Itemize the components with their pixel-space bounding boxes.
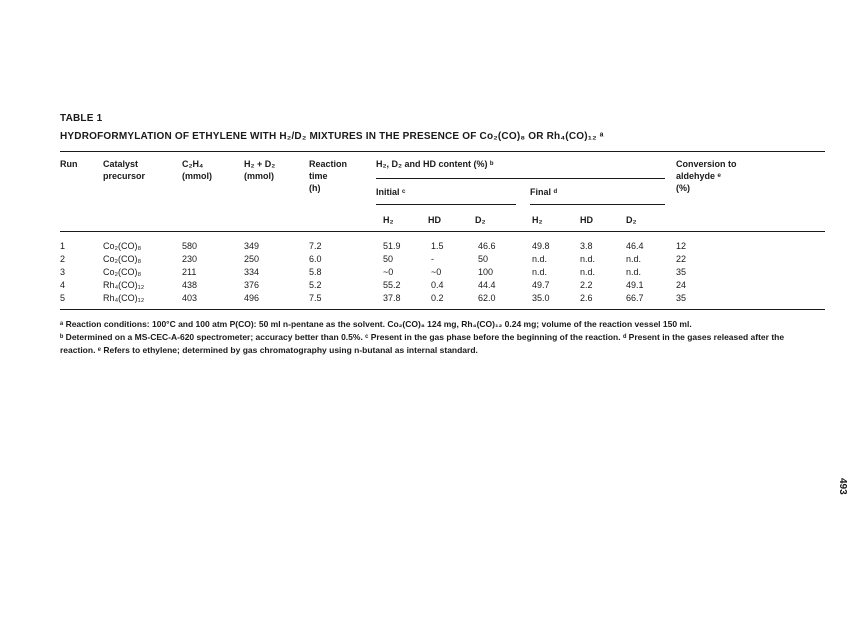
cell-initial-d2: 44.4 xyxy=(478,280,496,290)
cell-time: 7.2 xyxy=(309,241,322,251)
cell-catalyst: Co₂(CO)₈ xyxy=(103,254,142,264)
header-content: H₂, D₂ and HD content (%) ᵇ xyxy=(376,159,494,169)
cell-run: 4 xyxy=(60,280,66,290)
top-rule xyxy=(60,151,825,152)
footnote-b-e: ᵇ Determined on a MS-CEC-A-620 spectrometer; accuracy better than 0.5%. ᶜ Present in the gas phase before the beginning of the reaction. ᵈ Present in the gases released after the reaction. ᵉ Refers to ethylene; determined by gas chromatography using n-butanal as internal standard. xyxy=(60,332,785,355)
cell-initial-h2: 37.8 xyxy=(383,293,401,303)
cell-initial-d2: 62.0 xyxy=(478,293,496,303)
cell-conversion: 22 xyxy=(676,254,687,264)
header-c2h4-line1: C₂H₄ xyxy=(182,159,204,169)
header-initial: Initial ᶜ xyxy=(376,187,406,197)
cell-final-d2: 49.1 xyxy=(626,280,644,290)
cell-run: 1 xyxy=(60,241,66,251)
subheader-final-h2: H₂ xyxy=(532,215,543,225)
subheader-final-d2: D₂ xyxy=(626,215,637,225)
cell-c2h4: 230 xyxy=(182,254,198,264)
cell-initial-d2: 100 xyxy=(478,267,494,277)
initial-rule xyxy=(376,204,516,205)
cell-final-hd: 3.8 xyxy=(580,241,593,251)
cell-final-h2: 49.8 xyxy=(532,241,550,251)
cell-c2h4: 403 xyxy=(182,293,198,303)
subheader-final-hd: HD xyxy=(580,215,593,225)
header-c2h4-line2: (mmol) xyxy=(182,171,212,181)
cell-initial-h2: 51.9 xyxy=(383,241,401,251)
cell-h2d2: 349 xyxy=(244,241,260,251)
cell-final-h2: 49.7 xyxy=(532,280,550,290)
cell-final-d2: 66.7 xyxy=(626,293,644,303)
cell-initial-hd: 0.4 xyxy=(431,280,444,290)
header-time-line1: Reaction xyxy=(309,159,348,169)
header-catalyst-line1: Catalyst xyxy=(103,159,139,169)
subheader-initial-d2: D₂ xyxy=(475,215,486,225)
header-catalyst-line2: precursor xyxy=(103,171,146,181)
cell-run: 5 xyxy=(60,293,66,303)
cell-h2d2: 376 xyxy=(244,280,260,290)
cell-catalyst: Rh₄(CO)₁₂ xyxy=(103,293,145,303)
header-time-line2: time xyxy=(309,171,328,181)
cell-time: 5.8 xyxy=(309,267,322,277)
cell-final-hd: 2.6 xyxy=(580,293,593,303)
cell-initial-hd: 0.2 xyxy=(431,293,444,303)
cell-catalyst: Co₂(CO)₈ xyxy=(103,241,142,251)
cell-final-h2: n.d. xyxy=(532,267,548,277)
header-run: Run xyxy=(60,159,78,169)
cell-final-hd: n.d. xyxy=(580,267,596,277)
cell-conversion: 35 xyxy=(676,267,687,277)
cell-c2h4: 211 xyxy=(182,267,197,277)
cell-time: 5.2 xyxy=(309,280,322,290)
cell-c2h4: 438 xyxy=(182,280,198,290)
cell-h2d2: 334 xyxy=(244,267,260,277)
table-title: HYDROFORMYLATION OF ETHYLENE WITH H₂/D₂ MIXTURES IN THE PRESENCE OF Co₂(CO)₈ OR Rh₄(CO)₁₂ ᵃ xyxy=(60,131,604,142)
cell-final-d2: n.d. xyxy=(626,254,642,264)
cell-run: 2 xyxy=(60,254,66,264)
header-conversion-line3: (%) xyxy=(676,183,690,193)
cell-initial-d2: 46.6 xyxy=(478,241,496,251)
footnote-a: ᵃ Reaction conditions: 100°C and 100 atm P(CO): 50 ml n-pentane as the solvent. Co₂(CO)₈ 124 mg, Rh₄(CO)₁₂ 0.24 mg; volume of the reaction vessel 150 ml. xyxy=(60,319,692,329)
table-label: TABLE 1 xyxy=(60,113,103,124)
header-conversion-line1: Conversion to xyxy=(676,159,737,169)
cell-time: 6.0 xyxy=(309,254,322,264)
cell-final-d2: n.d. xyxy=(626,267,642,277)
page-number: 493 xyxy=(837,478,848,495)
cell-initial-hd: 1.5 xyxy=(431,241,444,251)
header-final: Final ᵈ xyxy=(530,187,558,197)
cell-conversion: 12 xyxy=(676,241,687,251)
subheader-initial-hd: HD xyxy=(428,215,441,225)
cell-final-h2: 35.0 xyxy=(532,293,550,303)
final-rule xyxy=(530,204,665,205)
cell-initial-d2: 50 xyxy=(478,254,489,264)
cell-initial-h2: 50 xyxy=(383,254,394,264)
cell-catalyst: Co₂(CO)₈ xyxy=(103,267,142,277)
cell-c2h4: 580 xyxy=(182,241,198,251)
cell-final-h2: n.d. xyxy=(532,254,548,264)
cell-conversion: 24 xyxy=(676,280,687,290)
bottom-rule xyxy=(60,309,825,310)
cell-catalyst: Rh₄(CO)₁₂ xyxy=(103,280,145,290)
cell-conversion: 35 xyxy=(676,293,687,303)
subheader-initial-h2: H₂ xyxy=(383,215,394,225)
header-bottom-rule xyxy=(60,231,825,232)
header-conversion-line2: aldehyde ᵉ xyxy=(676,171,721,181)
header-h2d2-line2: (mmol) xyxy=(244,171,274,181)
cell-initial-h2: ~0 xyxy=(383,267,394,277)
cell-final-hd: 2.2 xyxy=(580,280,593,290)
header-h2d2-line1: H₂ + D₂ xyxy=(244,159,276,169)
header-time-line3: (h) xyxy=(309,183,321,193)
cell-initial-hd: ~0 xyxy=(431,267,442,277)
cell-h2d2: 496 xyxy=(244,293,260,303)
cell-final-d2: 46.4 xyxy=(626,241,644,251)
cell-initial-h2: 55.2 xyxy=(383,280,401,290)
cell-final-hd: n.d. xyxy=(580,254,596,264)
cell-time: 7.5 xyxy=(309,293,322,303)
content-group-rule xyxy=(376,178,665,179)
cell-run: 3 xyxy=(60,267,66,277)
cell-h2d2: 250 xyxy=(244,254,260,264)
cell-initial-hd: - xyxy=(431,254,434,264)
